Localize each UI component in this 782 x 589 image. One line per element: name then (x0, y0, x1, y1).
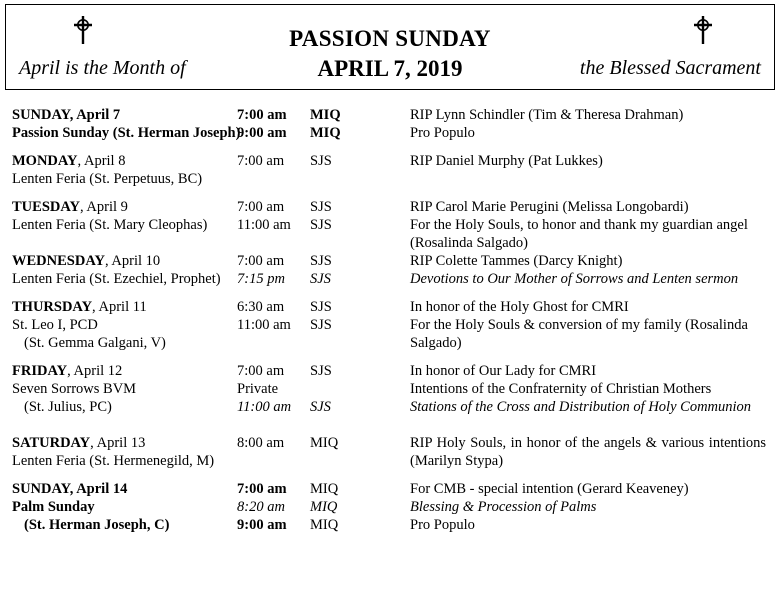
mass-time: 11:00 am (237, 399, 292, 415)
mass-location: SJS (310, 299, 332, 315)
mass-location: MIQ (310, 435, 339, 451)
page-date: APRIL 7, 2019 (317, 56, 463, 81)
mass-intention: For CMB - special intention (Gerard Keaveney) (410, 481, 689, 497)
weekday-label: MONDAY (12, 153, 78, 169)
weekday-label: THURSDAY (12, 299, 93, 315)
weekday-label: FRIDAY (12, 363, 68, 379)
mass-time: 7:00 am (237, 253, 285, 269)
feast-name: Passion Sunday (St. Herman Joseph) (12, 125, 241, 141)
mass-time: 7:00 am (237, 481, 287, 497)
day-block-thursday (12, 298, 772, 352)
day-block-wednesday (12, 252, 772, 288)
mass-location: SJS (310, 153, 332, 169)
schedule-line (12, 198, 772, 216)
mass-intention: RIP Daniel Murphy (Pat Lukkes) (410, 153, 603, 169)
feast-name: St. Leo I, PCD (12, 317, 98, 333)
date-label: , April 9 (79, 199, 128, 215)
commemoration-name: (St. Gemma Galgani, V) (24, 335, 166, 351)
schedule-line (12, 152, 772, 170)
mass-intention: For the Holy Souls, to honor and thank my guardian angel (Rosalinda Salgado) (410, 217, 748, 251)
mass-time: 7:00 am (237, 153, 285, 169)
day-block-sunday-april-7 (12, 106, 772, 142)
day-block-monday (12, 152, 772, 188)
bulletin-header (5, 4, 775, 90)
mass-time: 11:00 am (237, 217, 291, 233)
day-name (12, 198, 128, 216)
header-left-text: April is the Month of (19, 57, 186, 79)
schedule-line (12, 398, 772, 434)
day-name (12, 298, 147, 316)
schedule-line (12, 106, 772, 124)
mass-intention: Pro Populo (410, 517, 475, 533)
schedule-line (12, 498, 772, 516)
mass-intention: Intentions of the Confraternity of Christian Mothers (410, 381, 712, 397)
mass-intention: Blessing & Procession of Palms (410, 499, 597, 515)
schedule-line (12, 270, 772, 288)
mass-time: 6:30 am (237, 299, 285, 315)
day-name (12, 362, 122, 380)
weekday-label: SATURDAY (12, 435, 91, 451)
schedule-line (12, 124, 772, 142)
feast-name: Seven Sorrows BVM (12, 381, 137, 397)
mass-intention: RIP Lynn Schindler (Tim & Theresa Drahman) (410, 107, 684, 123)
mass-location: MIQ (310, 125, 341, 141)
date-label: , April 11 (92, 299, 147, 315)
mass-intention: Devotions to Our Mother of Sorrows and Lenten sermon (410, 271, 739, 287)
mass-location: SJS (310, 253, 332, 269)
mass-location: MIQ (310, 517, 339, 533)
feast-name: Lenten Feria (St. Ezechiel, Prophet) (12, 271, 221, 287)
mass-time: 8:00 am (237, 435, 285, 451)
date-label: , April 8 (77, 153, 126, 169)
schedule-line (12, 362, 772, 380)
mass-intention: RIP Holy Souls, in honor of the angels & various intentions (Marilyn Stypa) (410, 435, 766, 469)
commemoration-name: (St. Herman Joseph, C) (24, 517, 170, 533)
mass-intention: Stations of the Cross and Distribution of Holy Communion (410, 399, 752, 415)
date-label: , April 12 (67, 363, 123, 379)
commemoration-name: (St. Julius, PC) (24, 399, 112, 415)
weekday-label: WEDNESDAY (12, 253, 105, 269)
day-block-saturday (12, 434, 772, 470)
mass-location: SJS (310, 399, 331, 415)
mass-time: 8:20 am (237, 499, 285, 515)
schedule-line (12, 170, 772, 188)
mass-intention: In honor of Our Lady for CMRI (410, 363, 597, 379)
mass-intention: RIP Colette Tammes (Darcy Knight) (410, 253, 623, 269)
mass-location: SJS (310, 271, 331, 287)
feast-name: Palm Sunday (12, 499, 95, 515)
mass-time: 11:00 am (237, 317, 291, 333)
date-label: , April 13 (90, 435, 146, 451)
schedule-line (12, 334, 772, 352)
schedule-line (12, 516, 772, 534)
day-name (12, 434, 145, 452)
day-name (12, 152, 125, 170)
day-block-sunday-april-14 (12, 480, 772, 534)
mass-time: 7:15 pm (237, 271, 285, 287)
feast-name: Lenten Feria (St. Perpetuus, BC) (12, 171, 203, 187)
schedule-line (12, 452, 772, 470)
mass-location: SJS (310, 199, 332, 215)
schedule-line (12, 298, 772, 316)
day-block-tuesday (12, 198, 772, 252)
mass-intention: For the Holy Souls & conversion of my family (Rosalinda Salgado) (410, 317, 748, 351)
page-title: PASSION SUNDAY (289, 26, 491, 51)
schedule-line (12, 380, 772, 398)
mass-time: 7:00 am (237, 363, 285, 379)
mass-intention: RIP Carol Marie Perugini (Melissa Longobardi) (410, 199, 689, 215)
mass-time: Private (237, 381, 279, 397)
mass-location: SJS (310, 217, 332, 233)
mass-location: SJS (310, 363, 332, 379)
mass-time: 7:00 am (237, 199, 285, 215)
feast-name: Lenten Feria (St. Mary Cleophas) (12, 217, 208, 233)
mass-location: MIQ (310, 107, 341, 123)
day-name: SUNDAY, April 7 (12, 107, 121, 123)
mass-location: MIQ (310, 481, 339, 497)
schedule-line (12, 252, 772, 270)
mass-location: MIQ (310, 499, 338, 515)
mass-intention: In honor of the Holy Ghost for CMRI (410, 299, 629, 315)
header-right-text: the Blessed Sacrament (579, 57, 761, 79)
day-name: SUNDAY, April 14 (12, 481, 128, 497)
mass-time: 7:00 am (237, 107, 287, 123)
weekday-label: TUESDAY (12, 199, 80, 215)
mass-time: 9:00 am (237, 125, 287, 141)
schedule-line (12, 216, 772, 252)
mass-schedule (12, 106, 772, 544)
mass-location: SJS (310, 317, 332, 333)
feast-name: Lenten Feria (St. Hermenegild, M) (12, 453, 215, 469)
date-label: , April 10 (104, 253, 161, 269)
schedule-line (12, 480, 772, 498)
mass-intention: Pro Populo (410, 125, 475, 141)
day-block-friday (12, 362, 772, 434)
day-name (12, 252, 160, 270)
mass-time: 9:00 am (237, 517, 287, 533)
